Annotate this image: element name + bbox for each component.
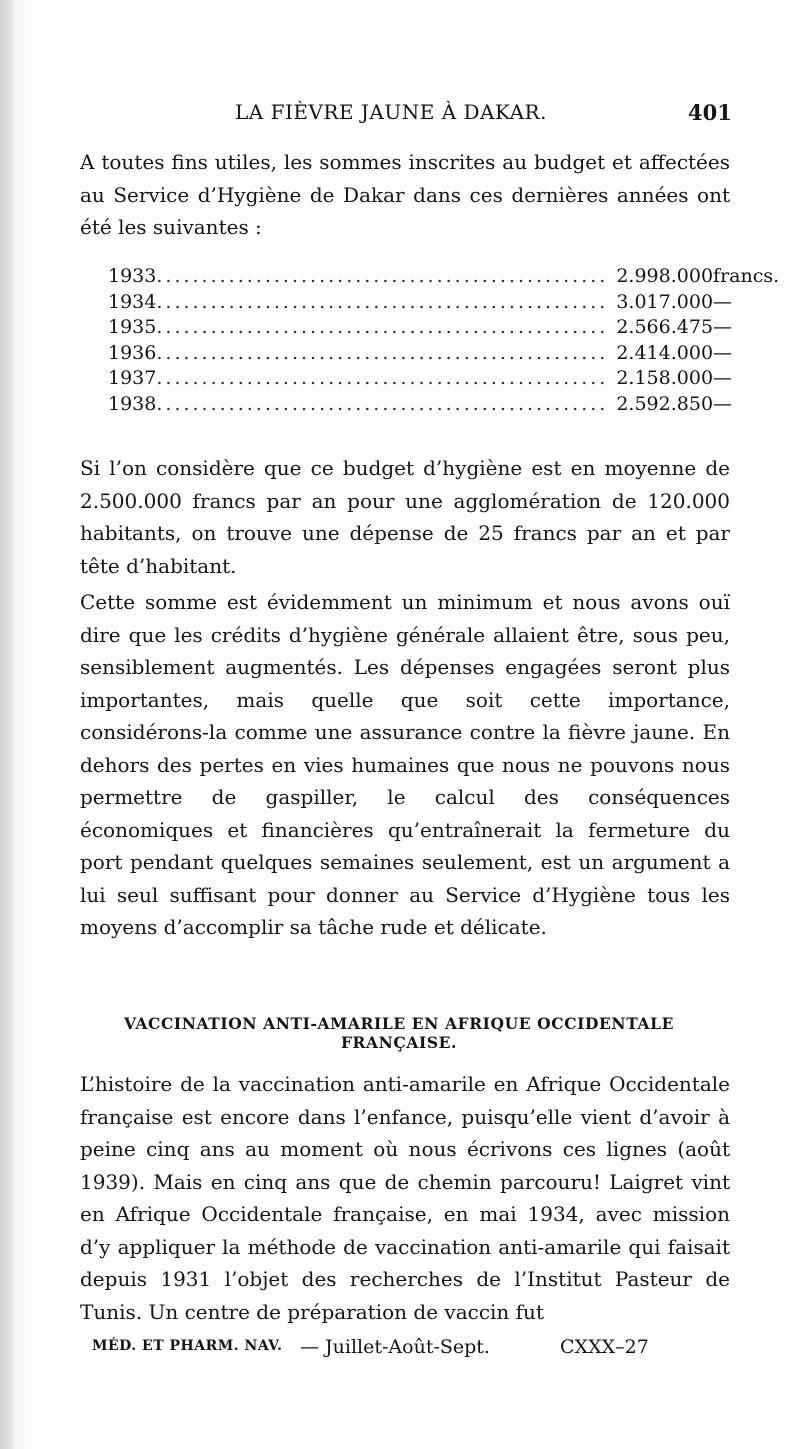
footer-journal: MÉD. ET PHARM. NAV. <box>92 1338 283 1354</box>
page-number: 401 <box>688 100 732 125</box>
budget-table <box>108 264 780 417</box>
section-heading: VACCINATION ANTI-AMARILE EN AFRIQUE OCCIDENTALE FRANÇAISE. <box>123 1014 675 1052</box>
budget-year: 1938 <box>108 392 157 415</box>
history-paragraph: L’histoire de la vaccination anti-amarile en Afrique Occidentale française est encore dans l’enfance, puisqu’elle vient d’avoir à peine cinq ans au moment où nous écrivons ces lignes (août 1939). Mais en cinq ans que de chemin parcouru! Laigret vint en Afrique Occidentale française, en mai 1934, avec mission d’y appliquer la méthode de vaccination anti-amarile qui faisait depuis 1931 l’objet des recherches de l’Institut Pasteur de Tunis. Un centre de préparation de vaccin fut <box>80 1072 730 1324</box>
leader-dots: .................................................. <box>156 341 609 364</box>
page-header <box>0 100 800 130</box>
budget-year: 1937 <box>108 367 157 389</box>
leader-dots: .................................................. <box>156 316 609 338</box>
budget-unit: — <box>713 367 733 389</box>
budget-amount: 2.998.000 <box>616 265 714 287</box>
footer-signature: CXXX–27 <box>560 1336 649 1358</box>
budget-amount: 2.414.000 <box>616 341 714 364</box>
cost-paragraph: Si l’on considère que ce budget d’hygiène est en moyenne de 2.500.000 francs par an pour une agglomération de 120.000 habitants, on trouve une dépense de 25 francs par an et par tête d’habitant. <box>80 456 730 578</box>
page-footer <box>0 1336 800 1366</box>
budget-row <box>108 366 733 392</box>
leader-dots: .................................................. <box>156 367 609 389</box>
leader-dots: .................................................. <box>156 290 609 313</box>
budget-amount: 2.158.000 <box>616 367 714 389</box>
budget-amount: 3.017.000 <box>616 290 714 313</box>
footer-date: — Juillet-Août-Sept. <box>300 1336 490 1358</box>
budget-amount: 2.592.850 <box>616 392 714 415</box>
budget-unit: — <box>713 290 733 313</box>
budget-year: 1934 <box>108 290 157 313</box>
budget-year: 1935 <box>108 316 157 338</box>
budget-unit: francs. <box>713 265 780 287</box>
budget-unit: — <box>713 316 733 338</box>
running-title: LA FIÈVRE JAUNE À DAKAR. <box>235 100 547 124</box>
budget-row <box>108 290 733 316</box>
budget-year: 1936 <box>108 341 157 364</box>
budget-row <box>108 392 733 418</box>
intro-paragraph: A toutes fins utiles, les sommes inscrites au budget et affectées au Service d’Hygiène de Dakar dans ces dernières années ont été les suivantes : <box>80 150 730 239</box>
budget-unit: — <box>713 341 733 364</box>
page-spine-shadow <box>0 0 14 1449</box>
minimum-paragraph: Cette somme est évidemment un minimum et nous avons ouï dire que les crédits d’hygiène générale allaient être, sous peu, sensiblement augmentés. Les dépenses engagées seront plus importantes, mais quelle que soit cette importance, considérons-la comme une assurance contre la fièvre jaune. En dehors des pertes en vies humaines que nous ne pouvons nous permettre de gaspiller, le calcul des conséquences économiques et financières qu’entraînerait la fermeture du port pendant quelques semaines seulement, est un argument a lui seul suffisant pour donner au Service d’Hygiène tous les moyens d’accomplir sa tâche rude et délicate. <box>80 590 730 939</box>
budget-row <box>108 315 733 341</box>
budget-year: 1933 <box>108 265 157 287</box>
leader-dots: .................................................. <box>156 265 609 287</box>
budget-amount: 2.566.475 <box>616 316 714 338</box>
budget-unit: — <box>713 392 733 415</box>
budget-row <box>108 341 733 367</box>
leader-dots: .................................................. <box>156 392 609 415</box>
budget-row <box>108 264 780 290</box>
